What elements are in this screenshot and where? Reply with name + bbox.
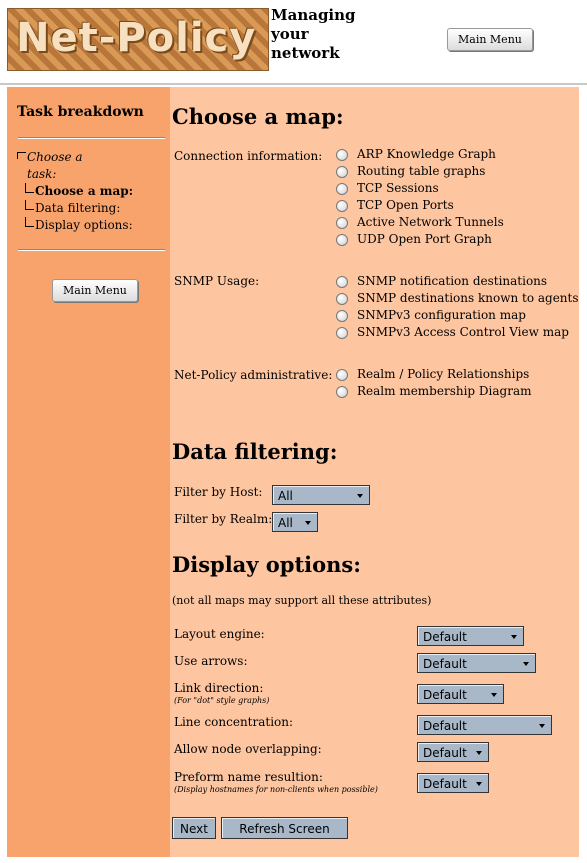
chevron-down-icon	[476, 751, 482, 755]
radio-option[interactable]: Active Network Tunnels	[336, 214, 504, 231]
radio-option[interactable]: Realm / Policy Relationships	[336, 366, 532, 383]
next-button[interactable]: Next	[172, 817, 216, 839]
layout-engine-label: Layout engine:	[174, 627, 265, 641]
connection-information-label: Connection information:	[174, 149, 323, 163]
radio-option[interactable]: SNMPv3 Access Control View map	[336, 324, 579, 341]
radio-button[interactable]	[336, 327, 348, 339]
display-options-heading: Display options:	[172, 552, 362, 577]
radio-button[interactable]	[336, 276, 348, 288]
link-direction-hint: (For "dot" style graphs)	[174, 696, 270, 705]
radio-button[interactable]	[336, 293, 348, 305]
chevron-down-icon	[539, 724, 545, 728]
tree-item-display-options[interactable]: Display options:	[25, 217, 133, 234]
choose-map-heading: Choose a map:	[172, 104, 344, 129]
link-direction-label: Link direction: (For "dot" style graphs)	[174, 681, 270, 705]
radio-button[interactable]	[336, 200, 348, 212]
chevron-down-icon	[476, 782, 482, 786]
line-concentration-select[interactable]: Default	[417, 715, 552, 735]
allow-node-overlapping-label: Allow node overlapping:	[174, 742, 322, 756]
task-tree	[17, 149, 133, 234]
radio-option[interactable]: TCP Sessions	[336, 180, 504, 197]
radio-button[interactable]	[336, 369, 348, 381]
sidebar	[7, 87, 170, 857]
radio-option[interactable]: ARP Knowledge Graph	[336, 146, 504, 163]
use-arrows-select[interactable]: Default	[417, 653, 536, 673]
filter-host-label: Filter by Host:	[174, 485, 263, 499]
sidebar-main-menu-button[interactable]: Main Menu	[52, 279, 138, 302]
radio-option[interactable]: SNMP destinations known to agents	[336, 290, 579, 307]
logo-text: Net-Policy	[16, 15, 257, 61]
sidebar-divider	[18, 137, 165, 139]
name-resolution-label: Preform name resultion: (Display hostnames for non-clients when possible)	[174, 770, 378, 794]
filter-realm-label: Filter by Realm:	[174, 512, 273, 526]
radio-button[interactable]	[336, 386, 348, 398]
snmp-usage-options	[336, 273, 579, 341]
link-direction-select[interactable]: Default	[417, 684, 504, 704]
tree-root: Choose a task:	[17, 149, 87, 183]
main-panel	[170, 87, 579, 857]
chevron-down-icon	[491, 693, 497, 697]
radio-option[interactable]: SNMP notification destinations	[336, 273, 579, 290]
radio-button[interactable]	[336, 149, 348, 161]
refresh-screen-button[interactable]: Refresh Screen	[221, 817, 348, 839]
name-resolution-select[interactable]: Default	[417, 773, 489, 793]
net-policy-logo	[7, 8, 269, 71]
display-options-note: (not all maps may support all these attributes)	[172, 594, 432, 607]
tree-item-data-filtering[interactable]: Data filtering:	[25, 200, 133, 217]
radio-button[interactable]	[336, 166, 348, 178]
header	[0, 0, 587, 85]
tree-item-choose-map[interactable]: Choose a map:	[25, 183, 133, 200]
data-filtering-heading: Data filtering:	[172, 439, 338, 464]
chevron-down-icon	[523, 662, 529, 666]
radio-option[interactable]: TCP Open Ports	[336, 197, 504, 214]
radio-button[interactable]	[336, 183, 348, 195]
filter-realm-select[interactable]: All	[272, 512, 318, 532]
chevron-down-icon	[305, 521, 311, 525]
radio-button[interactable]	[336, 217, 348, 229]
connection-information-options	[336, 146, 504, 248]
radio-option[interactable]: SNMPv3 configuration map	[336, 307, 579, 324]
net-policy-administrative-options	[336, 366, 532, 400]
chevron-down-icon	[357, 494, 363, 498]
radio-option[interactable]: Realm membership Diagram	[336, 383, 532, 400]
use-arrows-label: Use arrows:	[174, 654, 248, 668]
line-concentration-label: Line concentration:	[174, 715, 294, 729]
tagline: Managing your network	[271, 6, 356, 62]
filter-host-select[interactable]: All	[272, 485, 370, 505]
allow-node-overlapping-select[interactable]: Default	[417, 742, 489, 762]
net-policy-administrative-label: Net-Policy administrative:	[174, 368, 333, 382]
radio-button[interactable]	[336, 234, 348, 246]
snmp-usage-label: SNMP Usage:	[174, 274, 260, 288]
radio-option[interactable]: UDP Open Port Graph	[336, 231, 504, 248]
radio-option[interactable]: Routing table graphs	[336, 163, 504, 180]
radio-button[interactable]	[336, 310, 348, 322]
name-resolution-hint: (Display hostnames for non-clients when possible)	[174, 785, 378, 794]
sidebar-divider	[18, 249, 165, 251]
layout-engine-select[interactable]: Default	[417, 626, 524, 646]
chevron-down-icon	[511, 635, 517, 639]
sidebar-title: Task breakdown	[17, 104, 144, 120]
header-main-menu-button[interactable]: Main Menu	[447, 28, 533, 51]
